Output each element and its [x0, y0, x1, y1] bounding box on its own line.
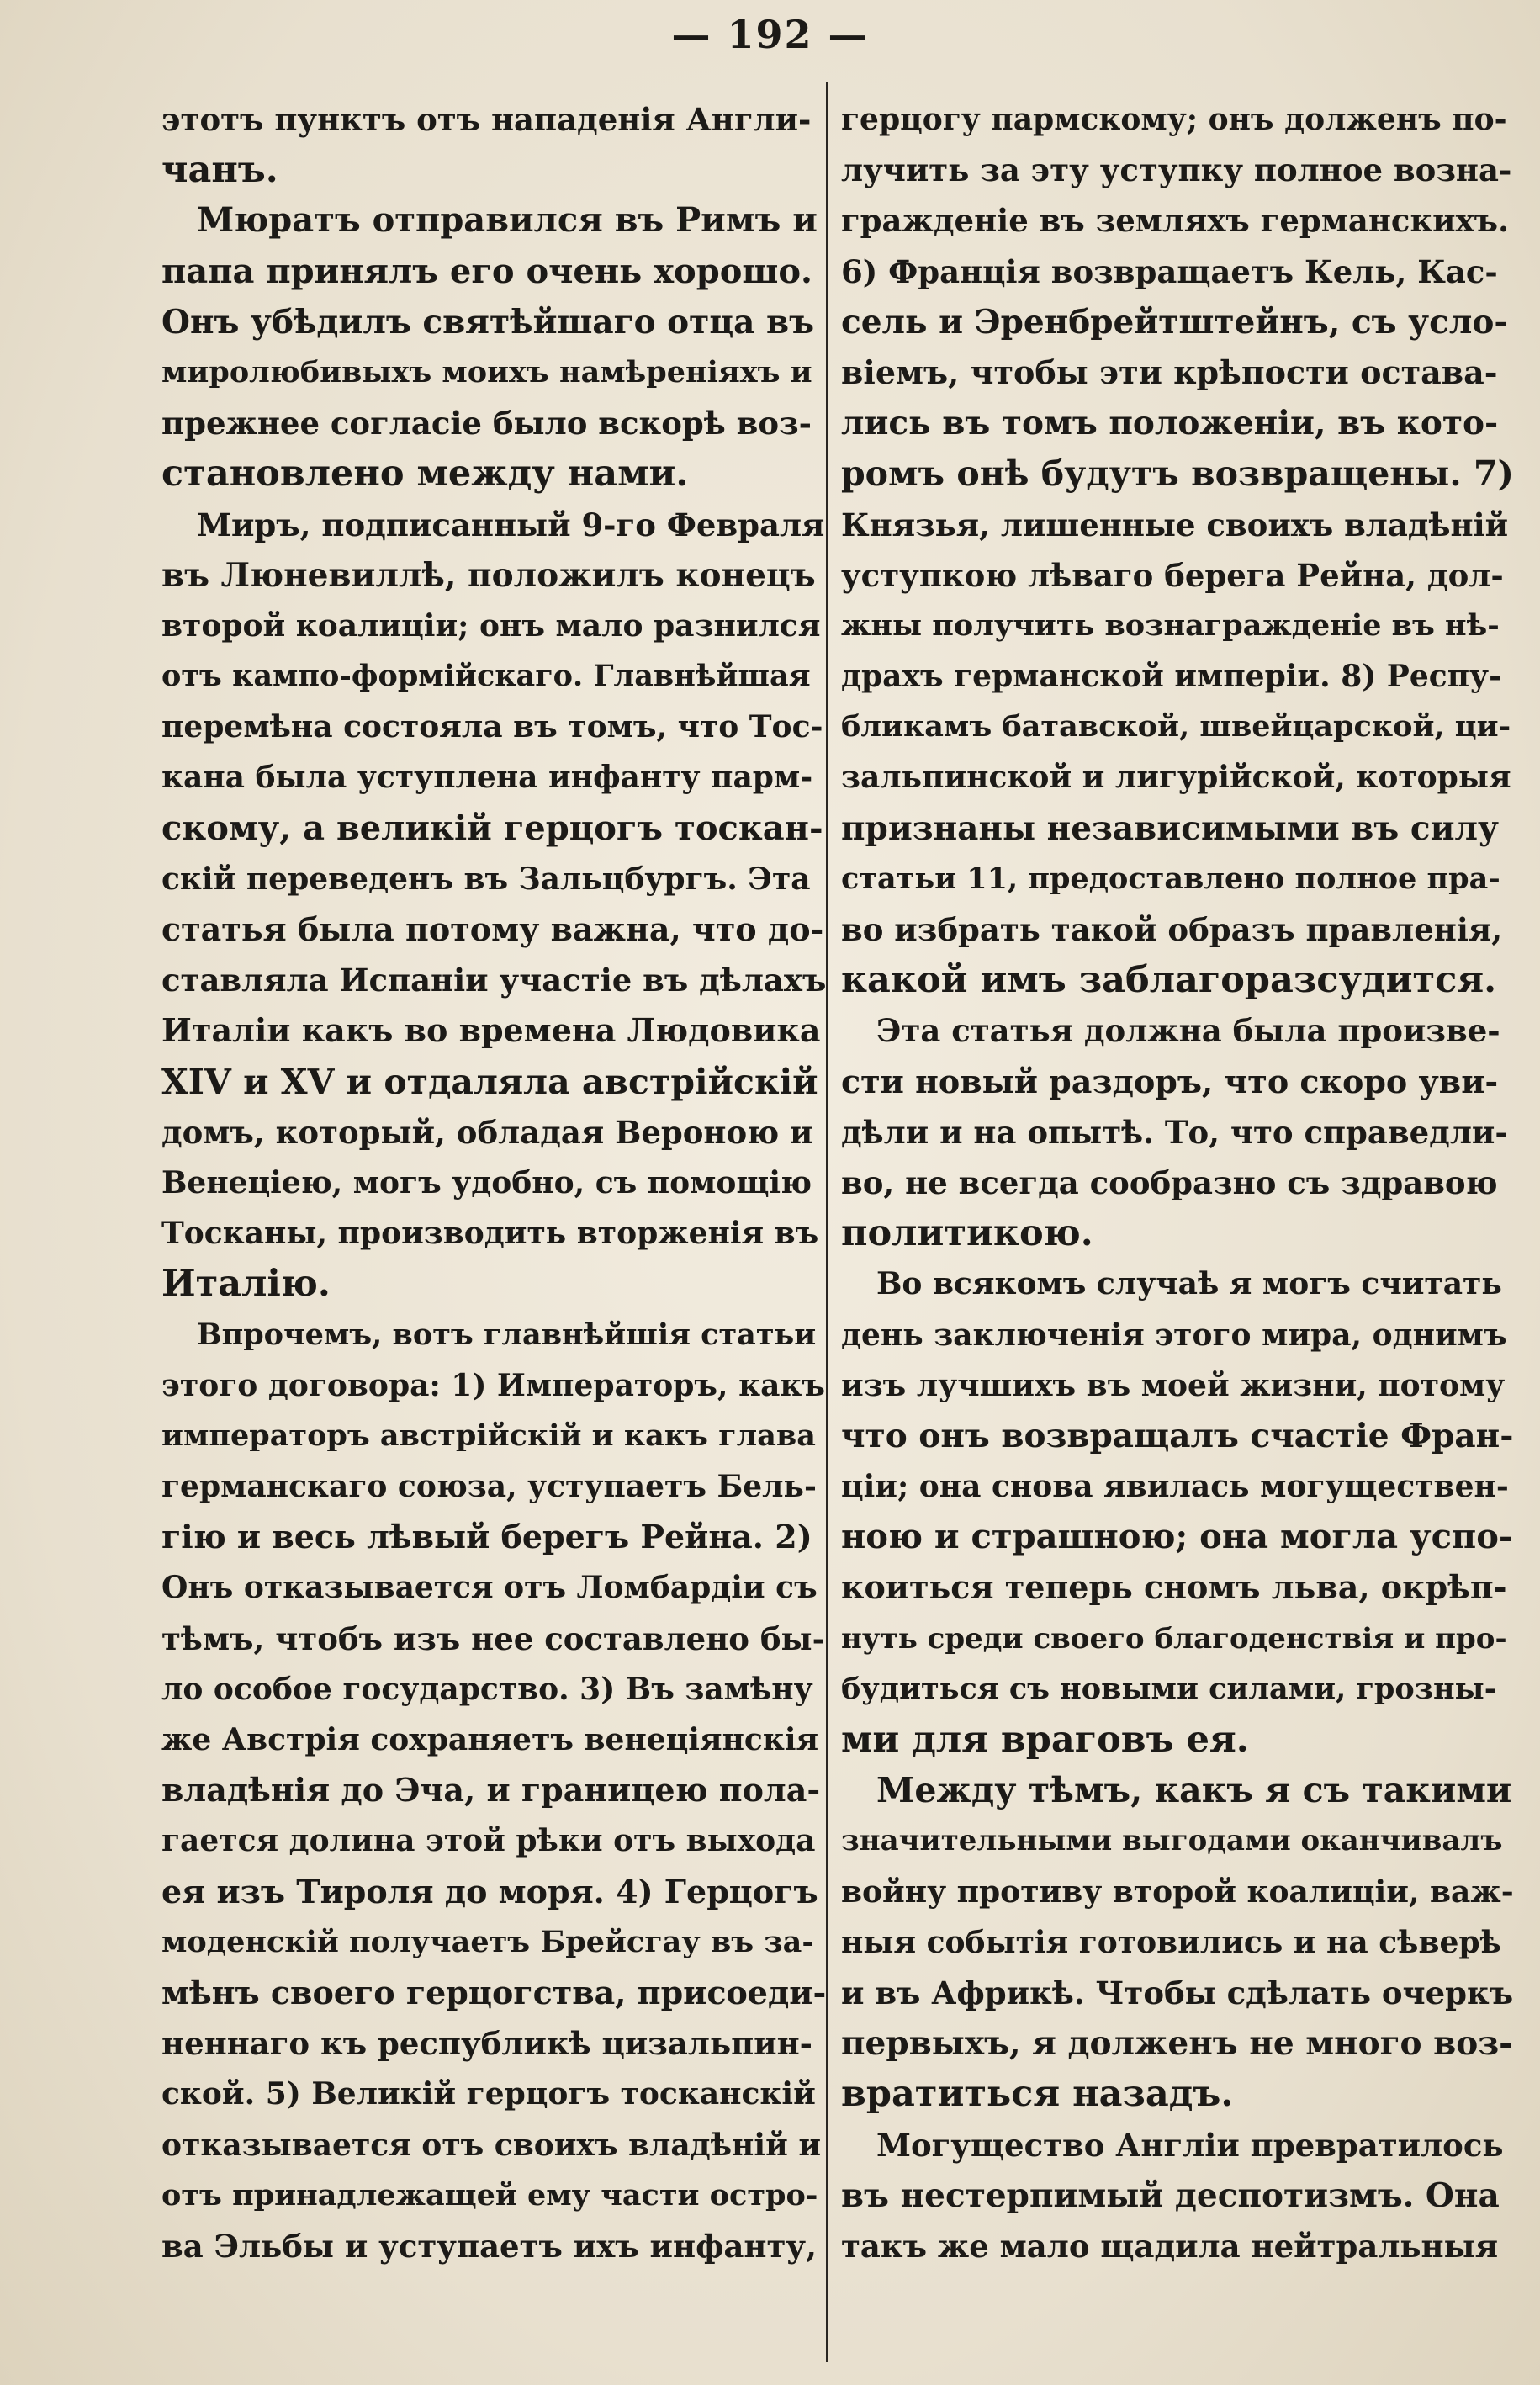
text-line: коиться теперь сномъ льва, окрѣп-: [841, 1568, 1507, 1607]
text-line: признаны независимыми въ силу: [841, 808, 1499, 848]
text-line: во, не всегда сообразно съ здравою: [841, 1163, 1498, 1201]
text-line: лучить за эту уступку полное возна-: [841, 151, 1512, 189]
text-line: неннаго къ республикѣ цизальпин-: [161, 2025, 813, 2063]
page-number: — 192 —: [671, 12, 869, 57]
text-line: этого договора: 1) Императоръ, какъ: [161, 1367, 826, 1403]
text-line: драхъ германской имперіи. 8) Респу-: [841, 659, 1502, 695]
text-line: ва Эльбы и уступаетъ ихъ инфанту,: [161, 2227, 817, 2265]
text-line: этотъ пунктъ отъ нападенія Англи-: [161, 101, 812, 138]
text-line: мѣнъ своего герцогства, присоеди-: [161, 1973, 826, 2011]
text-line: гію и весь лѣвый берегъ Рейна. 2): [161, 1518, 812, 1556]
text-line: жны получить вознагражденіе въ нѣ-: [841, 607, 1500, 643]
right-column: [841, 94, 1514, 2271]
column-divider: [826, 82, 828, 2362]
text-line: вратиться назадъ.: [841, 2073, 1234, 2116]
text-line: статья была потому важна, что до-: [161, 910, 824, 948]
text-line: гражденіе въ земляхъ германскихъ.: [841, 202, 1509, 240]
text-line: ставляла Испаніи участіе въ дѣлахъ: [161, 962, 826, 999]
text-line: ромъ онѣ будутъ возвращены. 7): [841, 453, 1514, 495]
text-line: владѣнія до Эча, и границею пола-: [161, 1771, 821, 1810]
text-line: ми для враговъ ея.: [841, 1719, 1249, 1761]
text-line: сти новый раздоръ, что скоро уви-: [841, 1062, 1499, 1100]
text-line: тѣмъ, чтобъ изъ нее составлено бы-: [161, 1619, 825, 1657]
text-line: зальпинской и лигурійской, которыя: [841, 760, 1511, 796]
text-line: домъ, который, обладая Вероною и: [161, 1113, 813, 1151]
text-line: статьи 11, предоставлено полное пра-: [841, 861, 1500, 896]
text-line: и въ Африкѣ. Чтобы сдѣлать очеркъ: [841, 1974, 1514, 2011]
text-line: Между тѣмъ, какъ я съ такими: [876, 1770, 1512, 1811]
text-line: что онъ возвращалъ счастіе Фран-: [841, 1416, 1514, 1455]
text-line: Тосканы, производить вторженія въ: [161, 1216, 819, 1252]
text-line: гается долина этой рѣки отъ выхода: [161, 1823, 816, 1859]
text-line: же Австрія сохраняетъ венеціянскія: [161, 1722, 819, 1757]
text-line: Эта статья должна была произве-: [876, 1012, 1500, 1050]
text-line: отъ принадлежащей ему части остро-: [161, 2177, 818, 2213]
text-line: императоръ австрійскій и какъ глава: [161, 1418, 816, 1453]
text-line: ною и страшною; она могла успо-: [841, 1517, 1513, 1557]
text-line: политикою.: [841, 1212, 1093, 1255]
text-line: Мюратъ отправился въ Римъ и: [197, 200, 818, 241]
text-line: сель и Эренбрейтштейнъ, съ усло-: [841, 302, 1508, 342]
text-line: Миръ, подписанный 9-го Февраля: [197, 506, 825, 543]
text-line: миролюбивыхъ моихъ намѣреніяхъ и: [161, 354, 812, 390]
text-line: бликамъ батавской, швейцарской, ци-: [841, 709, 1511, 745]
text-line: ея изъ Тироля до моря. 4) Герцогъ: [161, 1872, 818, 1911]
text-line: кана была уступлена инфанту парм-: [161, 760, 813, 796]
text-line: ціи; она снова явилась могуществен-: [841, 1469, 1509, 1505]
text-line: 6) Франція возвращаетъ Кель, Кас-: [841, 252, 1498, 290]
text-line: ской. 5) Великій герцогъ тосканскій: [161, 2076, 816, 2112]
text-line: Венеціею, могъ удобно, съ помощію: [161, 1164, 812, 1200]
text-line: скій переведенъ въ Зальцбургъ. Эта: [161, 861, 811, 897]
text-line: день заключенія этого мира, однимъ: [841, 1317, 1507, 1353]
text-line: отъ кампо-формійскаго. Главнѣйшая: [161, 659, 811, 694]
text-line: какой имъ заблагоразсудится.: [841, 959, 1497, 1002]
text-line: перемѣна состояла въ томъ, что Тос-: [161, 709, 823, 745]
left-column: [161, 94, 826, 2271]
text-line: Могущество Англіи превратилось: [876, 2126, 1504, 2164]
text-line: германскаго союза, уступаетъ Бель-: [161, 1469, 817, 1505]
text-line: папа принялъ его очень хорошо.: [161, 251, 812, 291]
text-line: ло особое государство. 3) Въ замѣну: [161, 1671, 813, 1707]
text-line: чанъ.: [161, 149, 278, 192]
text-line: значительными выгодами оканчивалъ: [841, 1824, 1503, 1858]
text-line: герцогу пармскому; онъ долженъ по-: [841, 102, 1507, 137]
text-line: войну противу второй коалиціи, важ-: [841, 1874, 1514, 1910]
text-line: Италіи какъ во времена Людовика: [161, 1011, 821, 1050]
text-line: скому, а великій герцогъ тоскан-: [161, 808, 823, 848]
text-line: Князья, лишенные своихъ владѣній: [841, 506, 1509, 543]
text-line: становлено между нами.: [161, 453, 689, 496]
text-line: моденскій получаетъ Брейсгау въ за-: [161, 1924, 814, 1959]
text-line: дѣли и на опытѣ. То, что справедли-: [841, 1113, 1508, 1151]
text-line: Италію.: [161, 1263, 331, 1306]
text-line: во избрать такой образъ правленія,: [841, 911, 1503, 948]
text-line: уступкою лѣваго берега Рейна, дол-: [841, 556, 1504, 594]
text-line: такъ же мало щадила нейтральныя: [841, 2227, 1499, 2265]
text-line: Впрочемъ, вотъ главнѣйшія статьи: [197, 1317, 817, 1352]
text-line: отказывается отъ своихъ владѣній и: [161, 2127, 822, 2163]
text-line: первыхъ, я долженъ не много воз-: [841, 2024, 1513, 2064]
text-line: віемъ, чтобы эти крѣпости остава-: [841, 352, 1498, 391]
text-line: въ нестерпимый деспотизмъ. Она: [841, 2176, 1500, 2215]
text-line: нуть среди своего благоденствія и про-: [841, 1621, 1507, 1656]
text-line: ныя событія готовились и на сѣверѣ: [841, 1924, 1501, 1960]
text-line: изъ лучшихъ въ моей жизни, потому: [841, 1367, 1506, 1403]
text-line: XIV и XV и отдаляла австрійскій: [161, 1061, 818, 1102]
text-line: Онъ отказывается отъ Ломбардіи съ: [161, 1570, 818, 1606]
text-line: будиться съ новыми силами, грозны-: [841, 1671, 1497, 1706]
text-line: въ Люневиллѣ, положилъ конецъ: [161, 555, 816, 595]
text-line: Онъ убѣдилъ святѣйшаго отца въ: [161, 302, 815, 342]
text-line: второй коалиціи; онъ мало разнился: [161, 607, 821, 644]
text-line: лись въ томъ положеніи, въ кото-: [841, 404, 1499, 443]
text-line: Во всякомъ случаѣ я могъ считать: [876, 1266, 1502, 1302]
text-line: прежнее согласіе было вскорѣ воз-: [161, 405, 812, 443]
